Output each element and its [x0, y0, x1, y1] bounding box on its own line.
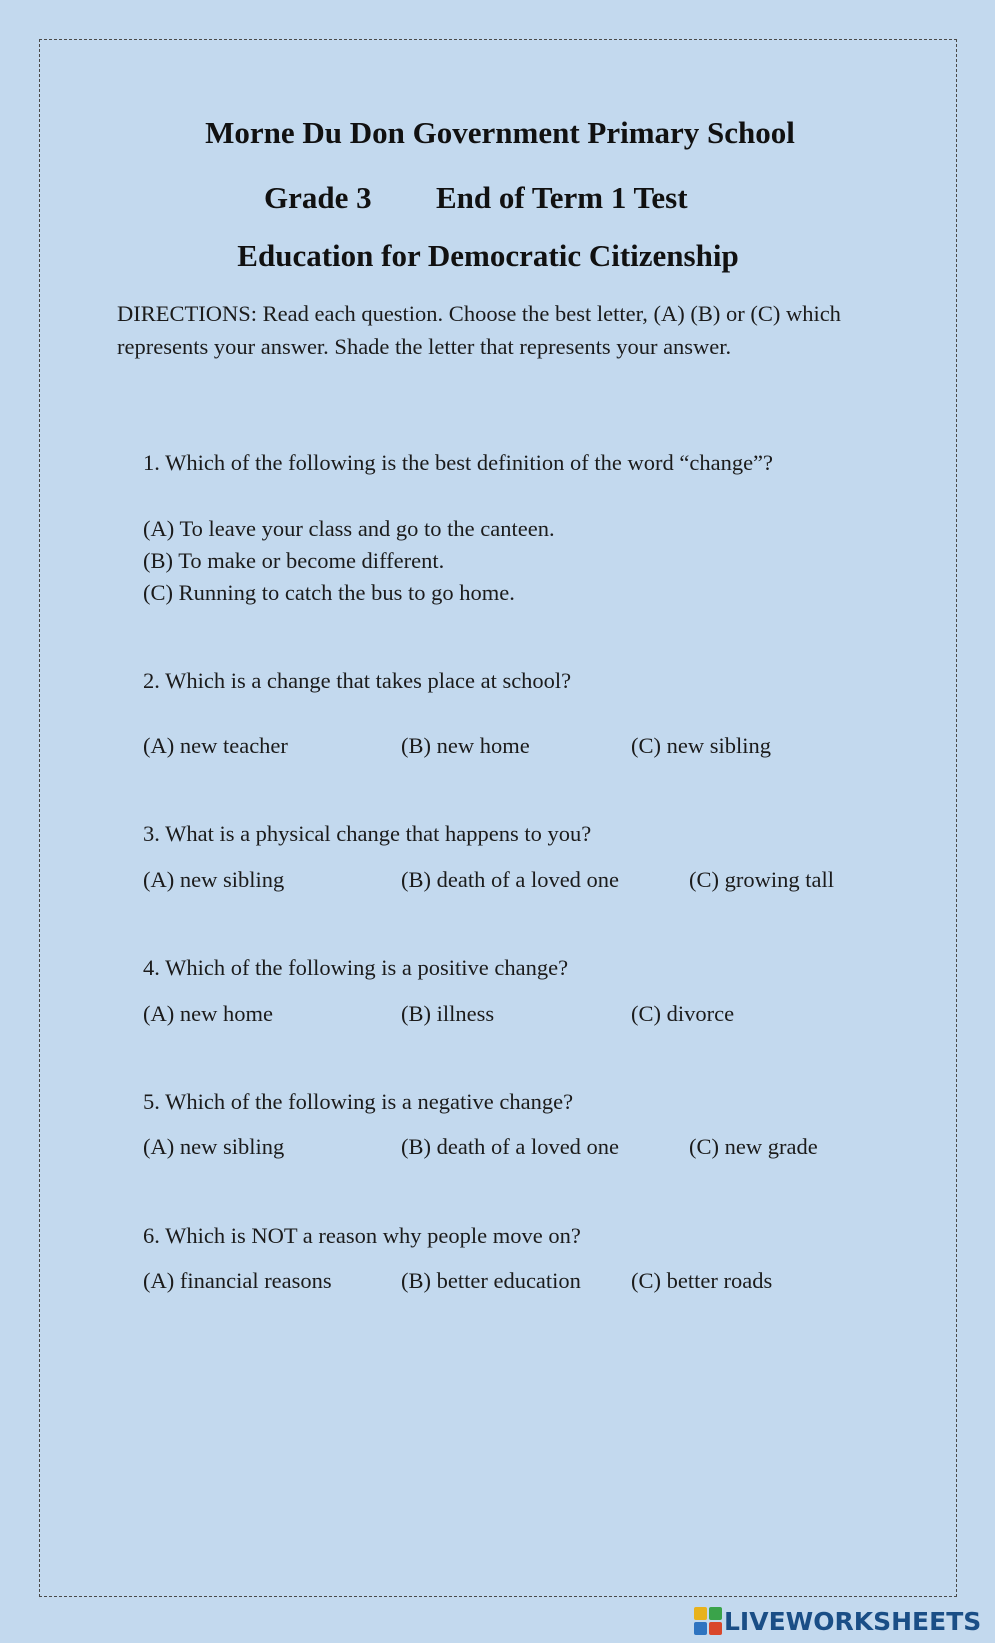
page-edge	[995, 0, 1000, 1643]
question-2: 2. Which is a change that takes place at school?	[143, 668, 572, 693]
liveworksheets-logo-text: LIVEWORKSHEETS	[724, 1606, 982, 1636]
subject-title: Education for Democratic Citizenship	[237, 238, 739, 273]
question-5-option-b[interactable]: (B) death of a loved one	[401, 1134, 620, 1159]
question-2-option-b[interactable]: (B) new home	[401, 733, 530, 758]
logo-square-1	[694, 1607, 707, 1620]
question-4: 4. Which of the following is a positive change?	[143, 955, 569, 980]
question-1-option-c[interactable]: (C) Running to catch the bus to go home.	[143, 580, 515, 605]
question-5-option-a[interactable]: (A) new sibling	[143, 1134, 285, 1159]
directions-text: DIRECTIONS: Read each question. Choose the best letter, (A) (B) or (C) which represents your answer. Shade the letter that represents your answer.	[117, 301, 841, 359]
question-3-option-c[interactable]: (C) growing tall	[689, 867, 834, 892]
question-6-option-c[interactable]: (C) better roads	[631, 1268, 773, 1293]
grade-label: Grade 3	[264, 180, 372, 215]
question-3-option-a[interactable]: (A) new sibling	[143, 867, 285, 892]
liveworksheets-logo[interactable]	[694, 1606, 981, 1636]
question-3: 3. What is a physical change that happens to you?	[143, 821, 592, 846]
question-2-option-a[interactable]: (A) new teacher	[143, 733, 288, 758]
test-title: End of Term 1 Test	[436, 180, 688, 215]
question-3-option-b[interactable]: (B) death of a loved one	[401, 867, 620, 892]
question-1-option-a[interactable]: (A) To leave your class and go to the canteen.	[143, 516, 555, 541]
question-4-option-b[interactable]: (B) illness	[401, 1001, 495, 1026]
question-6-option-a[interactable]: (A) financial reasons	[143, 1268, 332, 1293]
logo-square-3	[694, 1622, 707, 1635]
question-1: 1. Which of the following is the best definition of the word “change”?	[143, 450, 774, 475]
logo-square-2	[709, 1607, 722, 1620]
question-1-option-b[interactable]: (B) To make or become different.	[143, 548, 445, 573]
question-5: 5. Which of the following is a negative change?	[143, 1089, 574, 1114]
question-4-option-a[interactable]: (A) new home	[143, 1001, 273, 1026]
question-6-option-b[interactable]: (B) better education	[401, 1268, 581, 1293]
school-name: Morne Du Don Government Primary School	[205, 115, 795, 150]
question-2-option-c[interactable]: (C) new sibling	[631, 733, 771, 758]
question-5-option-c[interactable]: (C) new grade	[689, 1134, 818, 1159]
question-4-option-c[interactable]: (C) divorce	[631, 1001, 735, 1026]
liveworksheets-logo-icon	[694, 1607, 722, 1635]
logo-square-4	[709, 1622, 722, 1635]
question-6: 6. Which is NOT a reason why people move on?	[143, 1223, 581, 1248]
